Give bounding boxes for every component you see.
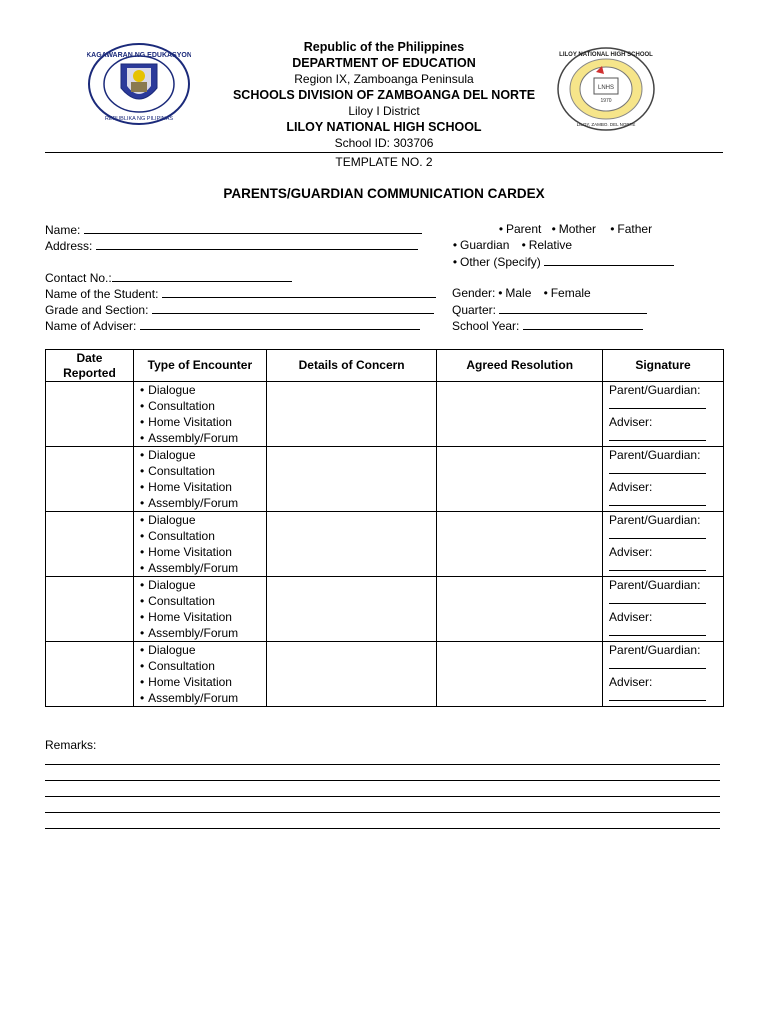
- adviser-signature-label: Adviser:: [609, 415, 653, 429]
- contact-field: [45, 270, 292, 285]
- encounter-option[interactable]: • Assembly/Forum: [134, 495, 266, 511]
- encounter-option[interactable]: • Assembly/Forum: [134, 430, 266, 446]
- quarter-line[interactable]: [499, 302, 647, 314]
- agreed-resolution-cell[interactable]: [437, 577, 603, 642]
- bullet-icon: •: [452, 255, 458, 269]
- option-relative[interactable]: Relative: [528, 238, 573, 252]
- signature-cell: [603, 447, 724, 512]
- signature-cell: [603, 382, 724, 447]
- details-of-concern-cell[interactable]: [266, 447, 437, 512]
- details-of-concern-cell[interactable]: [266, 382, 437, 447]
- header-date-reported: Date Reported: [46, 350, 134, 382]
- name-field: [45, 222, 422, 237]
- parent-guardian-signature-label: Parent/Guardian:: [609, 448, 701, 462]
- form-title: PARENTS/GUARDIAN COMMUNICATION CARDEX: [223, 186, 545, 201]
- encounter-type-cell: [133, 577, 266, 642]
- header-details-of-concern: Details of Concern: [266, 350, 437, 382]
- quarter-label: Quarter:: [452, 303, 497, 317]
- parent-guardian-signature-line[interactable]: [609, 593, 706, 604]
- header-region: Region IX, Zamboanga Peninsula: [294, 72, 474, 86]
- parent-guardian-signature-line[interactable]: [609, 398, 706, 409]
- option-male[interactable]: Male: [505, 286, 532, 300]
- encounter-option[interactable]: • Dialogue: [134, 447, 266, 463]
- encounter-option[interactable]: • Consultation: [134, 463, 266, 479]
- adviser-signature-line[interactable]: [609, 690, 706, 701]
- details-of-concern-cell[interactable]: [266, 642, 437, 707]
- address-field: [45, 238, 418, 253]
- table-header-row: [46, 350, 724, 382]
- relation-row-1: [496, 222, 652, 236]
- encounter-option[interactable]: • Home Visitation: [134, 674, 266, 690]
- contact-label: Contact No.:: [45, 271, 112, 285]
- adviser-signature-label: Adviser:: [609, 610, 653, 624]
- encounter-type-cell: [133, 642, 266, 707]
- adviser-signature-line[interactable]: [609, 495, 706, 506]
- option-other[interactable]: Other (Specify): [460, 255, 541, 269]
- encounter-type-cell: [133, 382, 266, 447]
- adviser-name-field: [45, 318, 420, 333]
- signature-block: [603, 382, 723, 441]
- address-label: Address:: [45, 239, 93, 253]
- table-row: [46, 512, 724, 577]
- bullet-icon: •: [452, 238, 458, 252]
- table-row: [46, 642, 724, 707]
- gender-field: [452, 286, 591, 300]
- signature-block: [603, 577, 723, 636]
- encounter-option[interactable]: • Dialogue: [134, 382, 266, 398]
- grade-section-label: Grade and Section:: [45, 303, 149, 317]
- bullet-icon: •: [543, 286, 548, 300]
- right-seal-bottom-text: LILOY, ZAMBO. DEL NORTE: [576, 122, 636, 127]
- bullet-icon: •: [551, 222, 556, 236]
- template-number: TEMPLATE NO. 2: [335, 155, 433, 169]
- encounter-option[interactable]: • Dialogue: [134, 577, 266, 593]
- header-division: SCHOOLS DIVISION OF ZAMBOANGA DEL NORTE: [232, 88, 536, 102]
- encounter-option[interactable]: • Home Visitation: [134, 479, 266, 495]
- encounter-option[interactable]: • Dialogue: [134, 642, 266, 658]
- encounter-option[interactable]: • Home Visitation: [134, 414, 266, 430]
- school-year-label: School Year:: [452, 319, 520, 333]
- remarks-line[interactable]: [45, 828, 720, 829]
- contact-line[interactable]: [112, 270, 292, 282]
- signature-cell: [603, 512, 724, 577]
- option-father[interactable]: Father: [617, 222, 653, 236]
- name-line[interactable]: [84, 222, 422, 234]
- student-name-field: [45, 286, 436, 301]
- left-seal-bottom-text: REPUBLIKA NG PILIPINAS: [104, 116, 174, 122]
- student-name-label: Name of the Student:: [45, 287, 159, 301]
- relation-row-2: [450, 238, 572, 252]
- header-divider: [45, 152, 723, 153]
- address-line[interactable]: [96, 238, 418, 250]
- header-department: DEPARTMENT OF EDUCATION: [292, 56, 476, 70]
- adviser-signature-label: Adviser:: [609, 480, 653, 494]
- signature-cell: [603, 642, 724, 707]
- other-specify-line[interactable]: [544, 254, 674, 266]
- quarter-field: [452, 302, 647, 317]
- adviser-signature-line[interactable]: [609, 625, 706, 636]
- signature-block: [603, 447, 723, 506]
- agreed-resolution-cell[interactable]: [437, 642, 603, 707]
- right-seal-year: 1970: [600, 98, 612, 104]
- table-row: [46, 577, 724, 642]
- header-type-of-encounter: Type of Encounter: [133, 350, 266, 382]
- school-year-line[interactable]: [523, 318, 643, 330]
- date-reported-cell[interactable]: [46, 642, 134, 707]
- student-name-line[interactable]: [162, 286, 436, 298]
- table-row: [46, 447, 724, 512]
- remarks-label: Remarks:: [45, 738, 97, 752]
- header-school-id: School ID: 303706: [334, 136, 434, 150]
- school-year-field: [452, 318, 643, 333]
- name-label: Name:: [45, 223, 81, 237]
- encounter-option[interactable]: • Home Visitation: [134, 544, 266, 560]
- left-seal-top-text: KAGAWARAN NG EDUKASYON: [87, 52, 191, 59]
- encounter-option[interactable]: • Assembly/Forum: [134, 560, 266, 576]
- agreed-resolution-cell[interactable]: [437, 382, 603, 447]
- bullet-icon: •: [610, 222, 615, 236]
- encounter-type-cell: [133, 512, 266, 577]
- encounter-option[interactable]: • Consultation: [134, 658, 266, 674]
- encounter-option[interactable]: • Dialogue: [134, 512, 266, 528]
- encounter-option[interactable]: • Assembly/Forum: [134, 625, 266, 641]
- header-district: Liloy I District: [348, 104, 420, 118]
- signature-cell: [603, 577, 724, 642]
- parent-guardian-signature-label: Parent/Guardian:: [609, 643, 701, 657]
- signature-block: [603, 642, 723, 701]
- adviser-signature-label: Adviser:: [609, 675, 653, 689]
- bullet-icon: •: [498, 286, 503, 300]
- right-seal-inner-text: LNHS: [597, 85, 615, 91]
- header-school-name: LILOY NATIONAL HIGH SCHOOL: [286, 120, 482, 134]
- encounter-option[interactable]: • Consultation: [134, 398, 266, 414]
- header-republic: Republic of the Philippines: [303, 40, 465, 54]
- encounter-type-cell: [133, 447, 266, 512]
- header-signature: Signature: [603, 350, 724, 382]
- adviser-signature-line[interactable]: [609, 560, 706, 571]
- gender-label: Gender:: [452, 286, 496, 300]
- date-reported-cell[interactable]: [46, 512, 134, 577]
- cardex-table: [45, 349, 724, 707]
- date-reported-cell[interactable]: [46, 382, 134, 447]
- agreed-resolution-cell[interactable]: [437, 447, 603, 512]
- option-female[interactable]: Female: [550, 286, 591, 300]
- encounter-option[interactable]: • Consultation: [134, 593, 266, 609]
- encounter-option[interactable]: • Home Visitation: [134, 609, 266, 625]
- grade-section-field: [45, 302, 434, 317]
- adviser-name-line[interactable]: [140, 318, 420, 330]
- right-seal-top-text: LILOY NATIONAL HIGH SCHOOL: [559, 52, 653, 58]
- date-reported-cell[interactable]: [46, 447, 134, 512]
- parent-guardian-signature-label: Parent/Guardian:: [609, 513, 701, 527]
- parent-guardian-signature-line[interactable]: [609, 658, 706, 669]
- option-mother[interactable]: Mother: [558, 222, 597, 236]
- adviser-signature-line[interactable]: [609, 430, 706, 441]
- relation-row-3: [450, 254, 674, 269]
- remarks-line[interactable]: [45, 764, 720, 765]
- parent-guardian-signature-line[interactable]: [609, 463, 706, 474]
- adviser-name-label: Name of Adviser:: [45, 319, 137, 333]
- encounter-option[interactable]: • Consultation: [134, 528, 266, 544]
- details-of-concern-cell[interactable]: [266, 577, 437, 642]
- option-parent[interactable]: Parent: [506, 222, 542, 236]
- details-of-concern-cell[interactable]: [266, 512, 437, 577]
- date-reported-cell[interactable]: [46, 577, 134, 642]
- encounter-option[interactable]: • Assembly/Forum: [134, 690, 266, 706]
- parent-guardian-signature-label: Parent/Guardian:: [609, 383, 701, 397]
- agreed-resolution-cell[interactable]: [437, 512, 603, 577]
- remarks-line[interactable]: [45, 796, 720, 797]
- header-agreed-resolution: Agreed Resolution: [437, 350, 603, 382]
- remarks-line[interactable]: [45, 812, 720, 813]
- bullet-icon: •: [521, 238, 526, 252]
- parent-guardian-signature-label: Parent/Guardian:: [609, 578, 701, 592]
- grade-section-line[interactable]: [152, 302, 434, 314]
- bullet-icon: •: [498, 222, 504, 236]
- signature-block: [603, 512, 723, 571]
- option-guardian[interactable]: Guardian: [460, 238, 510, 252]
- parent-guardian-signature-line[interactable]: [609, 528, 706, 539]
- remarks-line[interactable]: [45, 780, 720, 781]
- table-row: [46, 382, 724, 447]
- adviser-signature-label: Adviser:: [609, 545, 653, 559]
